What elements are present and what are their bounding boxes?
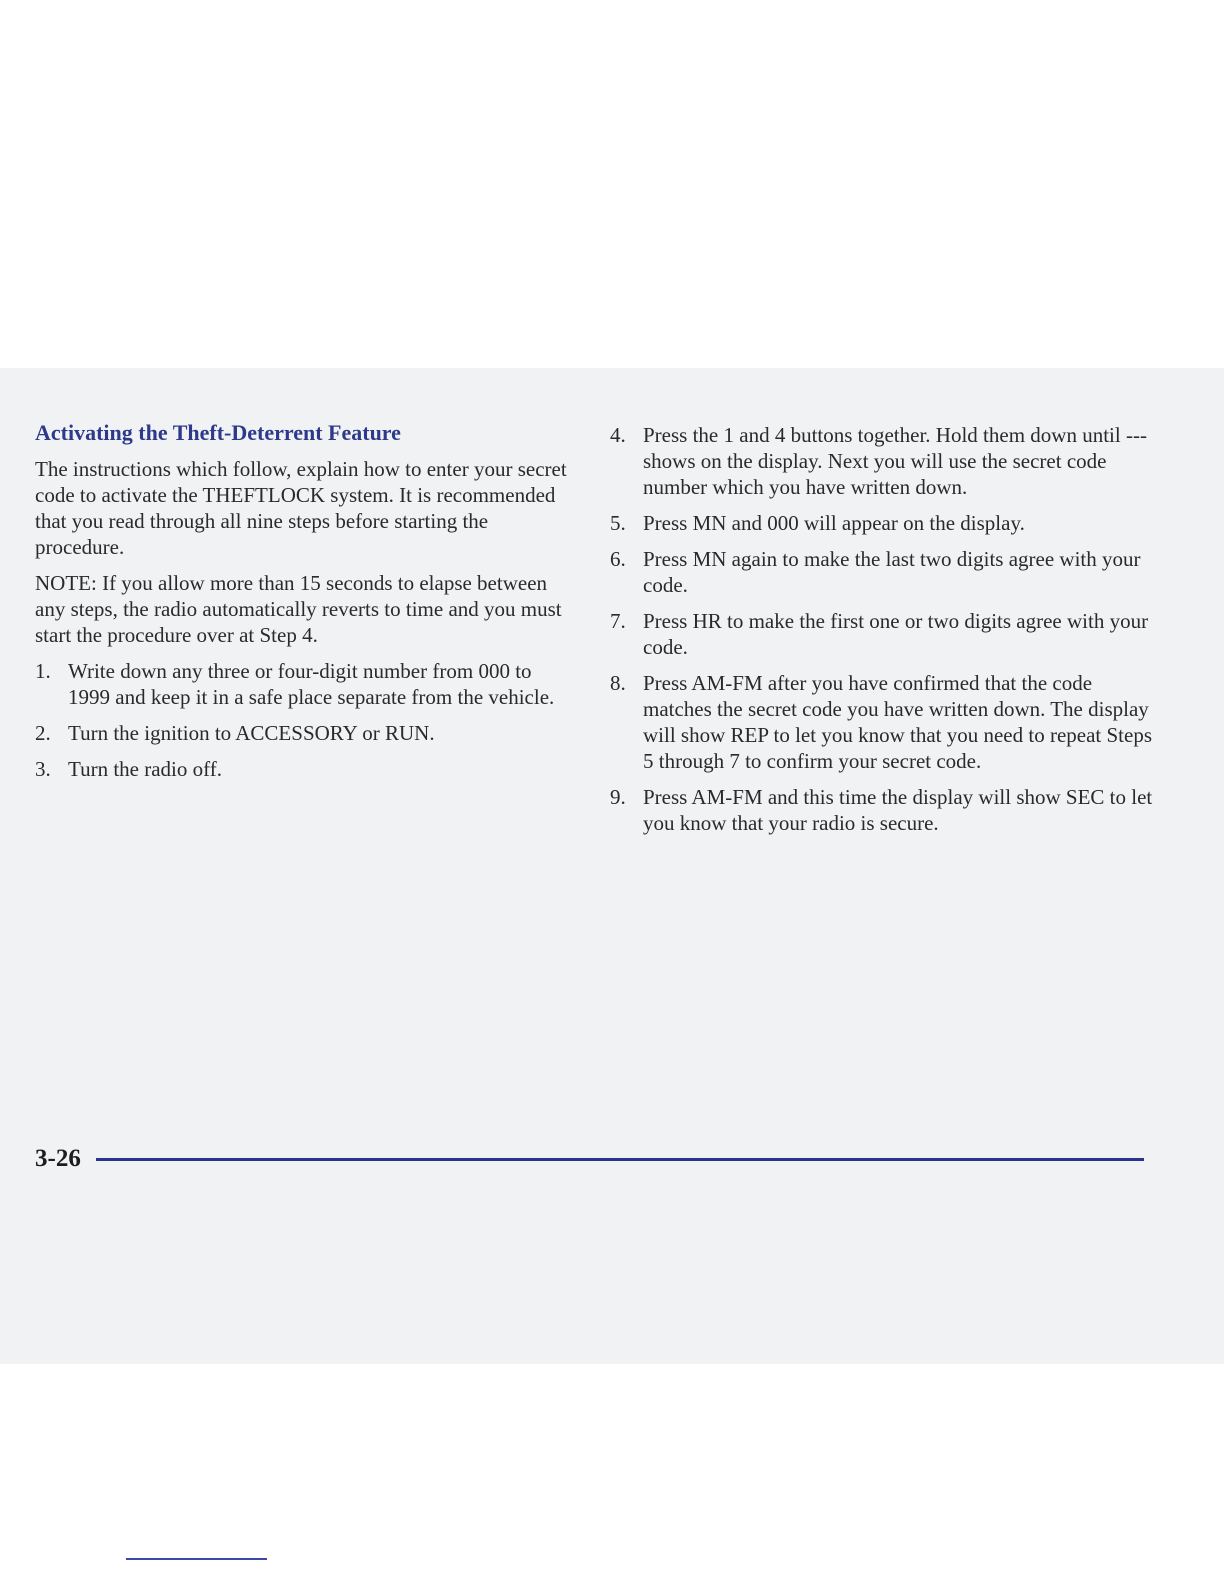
- note-paragraph: NOTE: If you allow more than 15 seconds to elapse between any steps, the radio automatically reverts to time and you must start the procedure over at Step 4.: [35, 571, 562, 647]
- step-item: [610, 546, 1155, 598]
- step-number: 4.: [610, 423, 626, 447]
- step-item: [610, 510, 1155, 536]
- step-text: Turn the ignition to ACCESSORY or RUN.: [68, 721, 435, 745]
- left-column: [35, 420, 575, 792]
- step-number: 9.: [610, 785, 626, 809]
- step-text: Press MN and 000 will appear on the display.: [643, 511, 1025, 535]
- step-text: Press HR to make the first one or two digits agree with your code.: [643, 609, 1149, 659]
- step-number: 2.: [35, 721, 51, 745]
- step-text: Press AM-FM after you have confirmed that the code matches the secret code you have written down. The display will show REP to let you know that you need to repeat Steps 5 through 7 to confirm your secret code.: [643, 671, 1152, 773]
- step-text: Press AM-FM and this time the display will show SEC to let you know that your radio is secure.: [643, 785, 1153, 835]
- intro-paragraph: The instructions which follow, explain how to enter your secret code to activate the THEFTLOCK system. It is recommended that you read through all nine steps before starting the procedure.: [35, 457, 567, 559]
- steps-list-left: [35, 658, 575, 782]
- step-item: [35, 756, 575, 782]
- step-item: [610, 784, 1155, 836]
- step-text: Turn the radio off.: [68, 757, 222, 781]
- step-item: [610, 608, 1155, 660]
- step-text: Write down any three or four-digit number from 000 to 1999 and keep it in a safe place separate from the vehicle.: [68, 659, 555, 709]
- footer-rule: [96, 1158, 1144, 1161]
- step-item: [610, 670, 1155, 774]
- right-column: [610, 422, 1155, 846]
- step-number: 6.: [610, 547, 626, 571]
- steps-list-right: [610, 422, 1155, 836]
- step-item: [35, 658, 575, 710]
- step-number: 5.: [610, 511, 626, 535]
- step-number: 3.: [35, 757, 51, 781]
- page-number: 3-26: [35, 1145, 81, 1172]
- step-item: [35, 720, 575, 746]
- step-number: 7.: [610, 609, 626, 633]
- bottom-rule: [126, 1558, 267, 1560]
- step-number: 1.: [35, 659, 51, 683]
- step-text: Press the 1 and 4 buttons together. Hold them down until --- shows on the display. Next you will use the secret code number which you have written down.: [643, 423, 1147, 499]
- step-text: Press MN again to make the last two digits agree with your code.: [643, 547, 1141, 597]
- step-item: [610, 422, 1155, 500]
- step-number: 8.: [610, 671, 626, 695]
- section-heading: Activating the Theft-Deterrent Feature: [35, 420, 401, 445]
